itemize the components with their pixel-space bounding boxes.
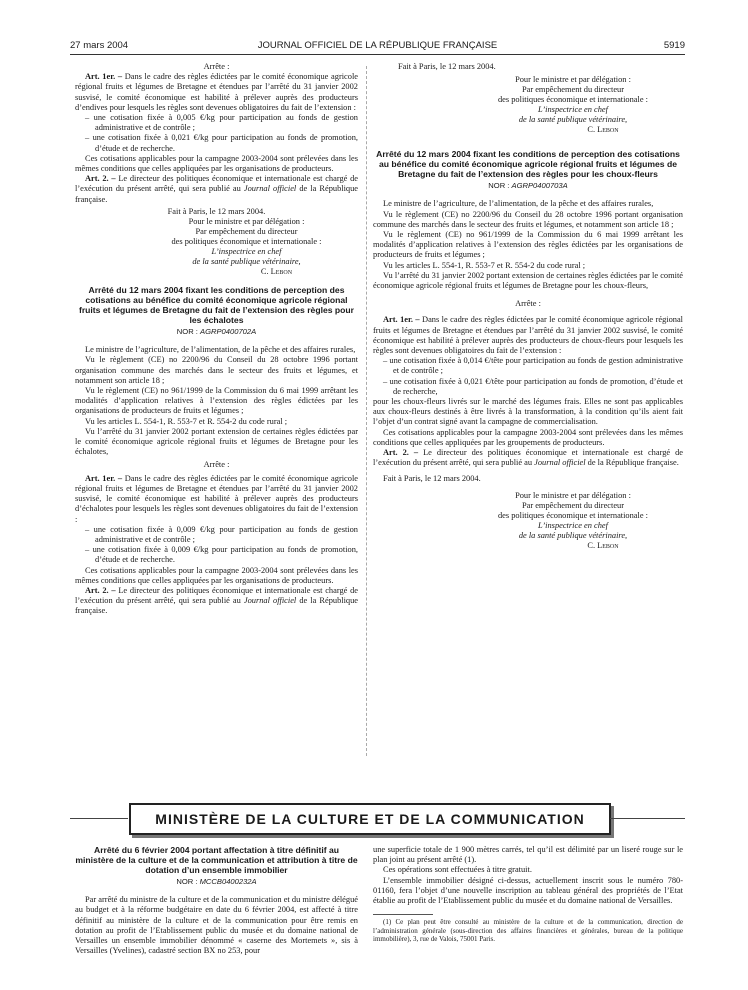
header-rule [70, 54, 685, 55]
page-header [70, 40, 685, 54]
cotisations-paragraph: Ces cotisations applicables pour la campagne 2003-2004 sont prélevées dans les mêmes conditions que celles appliquées par les organisations de producteurs. [75, 565, 358, 585]
fait-line: Fait à Paris, le 12 mars 2004. [167, 206, 266, 216]
nor-label: NOR : [488, 181, 510, 191]
article-2 [75, 174, 358, 205]
issue-date: 27 mars 2004 [70, 40, 129, 51]
fait-line: Fait à Paris, le 12 mars 2004. [398, 62, 496, 71]
visa: Vu l’arrêté du 31 janvier 2002 portant extension de certaines règles édictées par le comité économique agricole régional fruits et légumes de Bretagne pour les choux-fleurs, [373, 270, 683, 291]
page-number: 5919 [663, 40, 685, 51]
signature-line: Pour le ministre et par délégation : [188, 217, 305, 227]
banner-rule-left [70, 818, 128, 819]
nor-code: AGRP0400703A [511, 181, 568, 191]
nor-label: NOR : [176, 877, 198, 886]
bottom-right-column [373, 845, 683, 943]
cotisation-item: – une cotisation fixée à 0,014 €/tête pour participation au fonds de gestion administrative et de contrôle ; [383, 356, 683, 376]
article-text: Dans le cadre des règles édictées par le comité économique agricole régional fruits et légumes de Bretagne et étendues par l’arrêté du 31 janvier 2002 susvisé, le comité économique est habilité à prélever auprès des producteurs de choux-fleurs pour lesquels les règles sont devenues obligatoires du fait de l’extension : [373, 315, 684, 356]
nor-code: MCCB0400232A [199, 877, 257, 886]
signature-line: Par empêchement du directeur [521, 85, 625, 95]
cotisation-item: – une cotisation fixée à 0,021 €/kg pour participation au fonds de promotion, d’étude et de recherche. [85, 133, 358, 153]
article-text: Dans le cadre des règles édictées par le comité économique agricole régional fruits et légumes de Bretagne et étendues par l’arrêté du 31 janvier 2002 susvisé, le comité économique est habilité à prélever auprès des producteurs d’endives pour lesquels les règles sont devenues obligatoires du fait de l’extension : [75, 72, 359, 112]
decree-title: Arrêté du 6 février 2004 portant affectation à titre définitif au ministère de la culture et de la communication et attribution à titre de dotation d’un ensemble immobilier [75, 845, 358, 875]
arrete-heading: Arrête : [515, 299, 541, 309]
article-label: Art. 2. – [383, 448, 419, 458]
signature-line: Pour le ministre et par délégation : [515, 75, 631, 85]
signature-line: de la santé publique vétérinaire, [192, 257, 301, 267]
signature-line: Par empêchement du directeur [195, 227, 298, 237]
arrete-heading: Arrête : [203, 460, 230, 470]
nor-reference [75, 327, 358, 337]
journal-ref: Journal officiel [243, 184, 297, 194]
cotisations-paragraph: Ces cotisations applicables pour la campagne 2003-2004 sont prélevées dans les mêmes conditions que celles appliquées par les groupements de producteurs. [373, 427, 683, 447]
cotisations-paragraph: Ces cotisations applicables pour la campagne 2003-2004 sont prélevées dans les mêmes conditions que celles appliquées par les organisations de producteurs. [75, 153, 358, 174]
journal-title: JOURNAL OFFICIEL DE LA RÉPUBLIQUE FRANÇAISE [257, 40, 498, 51]
signatory-name: C. Lebon [587, 540, 619, 550]
nor-reference [373, 181, 683, 191]
nor-reference [75, 877, 358, 887]
right-column [373, 62, 683, 551]
ministry-banner: MINISTÈRE DE LA CULTURE ET DE LA COMMUNICATION [129, 803, 611, 835]
footnote-rule [373, 914, 433, 915]
article-text-end: de la République française. [75, 184, 359, 204]
article-label: Art. 1er. – [85, 473, 123, 483]
signature-line: de la santé publique vétérinaire, [518, 530, 628, 540]
article-label: Art. 2. – [85, 174, 116, 184]
decree-body: une superficie totale de 1 900 mètres carrés, tel qu’il est délimité par un liseré rouge sur le plan joint au présent arrêté (1). [373, 845, 683, 865]
column-separator [366, 66, 367, 756]
decree-body: Ces opérations sont effectuées à titre gratuit. [383, 865, 532, 875]
signature-line: L’inspectrice en chef [538, 105, 608, 115]
article-1 [75, 72, 358, 113]
preamble: Le ministre de l’agriculture, de l’alimentation, de la pêche et des affaires rurales, [85, 345, 356, 355]
cotisation-item: – une cotisation fixée à 0,005 €/kg pour participation au fonds de gestion administrative et de contrôle ; [85, 113, 358, 133]
article-2 [75, 586, 358, 617]
cotisation-item: – une cotisation fixée à 0,021 €/tête pour participation au fonds de promotion, d’étude et de recherche, [383, 376, 683, 396]
article-text: Le directeur des politiques économique et internationale est chargé de l’exécution du présent arrêté, qui sera publié au [373, 448, 684, 468]
signature-block [75, 217, 358, 277]
visa: Vu l’arrêté du 31 janvier 2002 portant extension de certaines règles édictées par le comité économique agricole régional fruits et légumes de Bretagne pour les échalotes, [75, 426, 358, 457]
decree-body: L’ensemble immobilier désigné ci-dessus, actuellement inscrit sous le numéro 780-01160, fera l’objet d’une nouvelle inscription au tableau général des propriétés de l’Etat établie au profit de l’Etablissement public du musée et du domaine national de Versailles. [373, 875, 683, 906]
signature-line: de la santé publique vétérinaire, [518, 115, 628, 125]
fait-line: Fait à Paris, le 12 mars 2004. [383, 474, 481, 484]
footnote: (1) Ce plan peut être consulté au ministère de la culture et de la communication, direction de l’administration générale (sous-direction des affaires financières et générales, bureau de la politique immobilière), 3, rue de Valois, 75001 Paris. [373, 918, 683, 944]
decree-title: Arrêté du 12 mars 2004 fixant les conditions de perception des cotisations au bénéfice du comité économique agricole régional fruits et légumes de Bretagne du fait de l’extension des règles pour les échalotes [78, 285, 355, 326]
article-text: Dans le cadre des règles édictées par le comité économique agricole régional fruits et légumes de Bretagne et étendues par l’arrêté du 31 janvier 2002 susvisé, le comité économique est habilité à prélever auprès des producteurs d’échalotes pour lesquels les règles sont devenues obligatoires du fait de l’extension : [75, 473, 359, 524]
signature-line: Par empêchement du directeur [521, 500, 625, 510]
article-label: Art. 1er. – [383, 315, 420, 325]
cotisation-item: – une cotisation fixée à 0,009 €/kg pour participation au fonds de promotion, d’étude et de recherche. [85, 545, 358, 565]
visa: Vu les articles L. 554-1, R. 553-7 et R. 554-2 du code rural ; [383, 260, 586, 270]
bottom-left-column [75, 845, 358, 956]
article-label: Art. 2. – [85, 585, 116, 595]
visa: Vu les articles L. 554-1, R. 553-7 et R. 554-2 du code rural ; [85, 416, 288, 426]
signatory-name: C. Lebon [587, 125, 619, 135]
signature-line: Pour le ministre et par délégation : [515, 490, 631, 500]
visa: Vu le règlement (CE) no 2200/96 du Conseil du 28 octobre 1996 portant organisation commune des marchés dans le secteur des fruits et légumes, et notamment son article 18 ; [373, 209, 683, 229]
signature-block [373, 491, 683, 551]
signature-block [373, 75, 683, 135]
choux-fleurs-paragraph: pour les choux-fleurs livrés sur le marché des légumes frais. Elles ne sont pas applicables aux choux-fleurs destinés à être livrés à la transformation, à la condition qu’ils aient fait l’objet d’un contrat signé avant la campagne de commercialisation. [373, 397, 683, 427]
decree-title: Arrêté du 12 mars 2004 fixant les conditions de perception des cotisations au bénéfice du comité économique agricole régional fruits et légumes de Bretagne du fait de l’extension des règles pour les choux-fleurs [376, 149, 680, 180]
signature-line: L’inspectrice en chef [538, 520, 608, 530]
arrete-heading: Arrête : [203, 62, 230, 71]
signature-line: des politiques économique et internationale : [171, 237, 322, 247]
decree-body: Par arrêté du ministre de la culture et de la communication et du ministre délégué au budget et à la réforme budgétaire en date du 6 février 2004, est affecté à titre définitif au ministère de la culture et de la communication pour être remis en dotation au profit de l’Etablissement public du musée et du domaine national de Versailles un ensemble immobilier dénommé « caserne des Mortemets », sis à Versailles (Yvelines), cadastré section BX no 253, pour [75, 895, 358, 956]
signature-line: des politiques économique et internationale : [497, 95, 648, 105]
signature-line: L’inspectrice en chef [211, 247, 282, 257]
article-2 [373, 448, 683, 468]
article-1 [373, 315, 683, 356]
preamble: Le ministre de l’agriculture, de l’alimentation, de la pêche et des affaires rurales, [383, 199, 654, 209]
signatory-name: C. Lebon [260, 267, 293, 277]
article-text-end: de la République française. [75, 596, 359, 616]
visa: Vu le règlement (CE) no 2200/96 du Conseil du 28 octobre 1996 portant organisation commune des marchés dans le secteur des fruits et légumes, et notamment son article 18 ; [75, 355, 358, 385]
article-text: Le directeur des politiques économique et internationale est chargé de l’exécution du présent arrêté, qui sera publié au [75, 174, 359, 194]
signature-line: des politiques économique et internationale : [497, 510, 648, 520]
cotisation-item: – une cotisation fixée à 0,009 €/kg pour participation au fonds de gestion administrative et de contrôle ; [85, 524, 358, 544]
visa: Vu le règlement (CE) no 961/1999 de la Commission du 6 mai 1999 arrêtant les modalités d’application relatives à l’extension des règles édictées par les organisations de producteurs de fruits et légumes ; [373, 230, 683, 260]
article-1 [75, 474, 358, 525]
nor-label: NOR : [176, 327, 198, 337]
banner-rule-right [610, 818, 685, 819]
journal-ref: Journal officiel [243, 596, 297, 606]
visa: Vu le règlement (CE) no 961/1999 de la Commission du 6 mai 1999 arrêtant les modalités d’application relatives à l’extension des règles édictées par les organisations de producteurs de fruits et légumes ; [75, 386, 358, 416]
article-text-end: de la République française. [587, 458, 679, 468]
left-column [75, 62, 358, 617]
nor-code: AGRP0400702A [200, 327, 257, 337]
article-text: Le directeur des politiques économique et internationale est chargé de l’exécution du présent arrêté, qui sera publié au [75, 585, 359, 606]
journal-ref: Journal officiel [534, 458, 586, 468]
article-label: Art. 1er. – [85, 72, 123, 82]
